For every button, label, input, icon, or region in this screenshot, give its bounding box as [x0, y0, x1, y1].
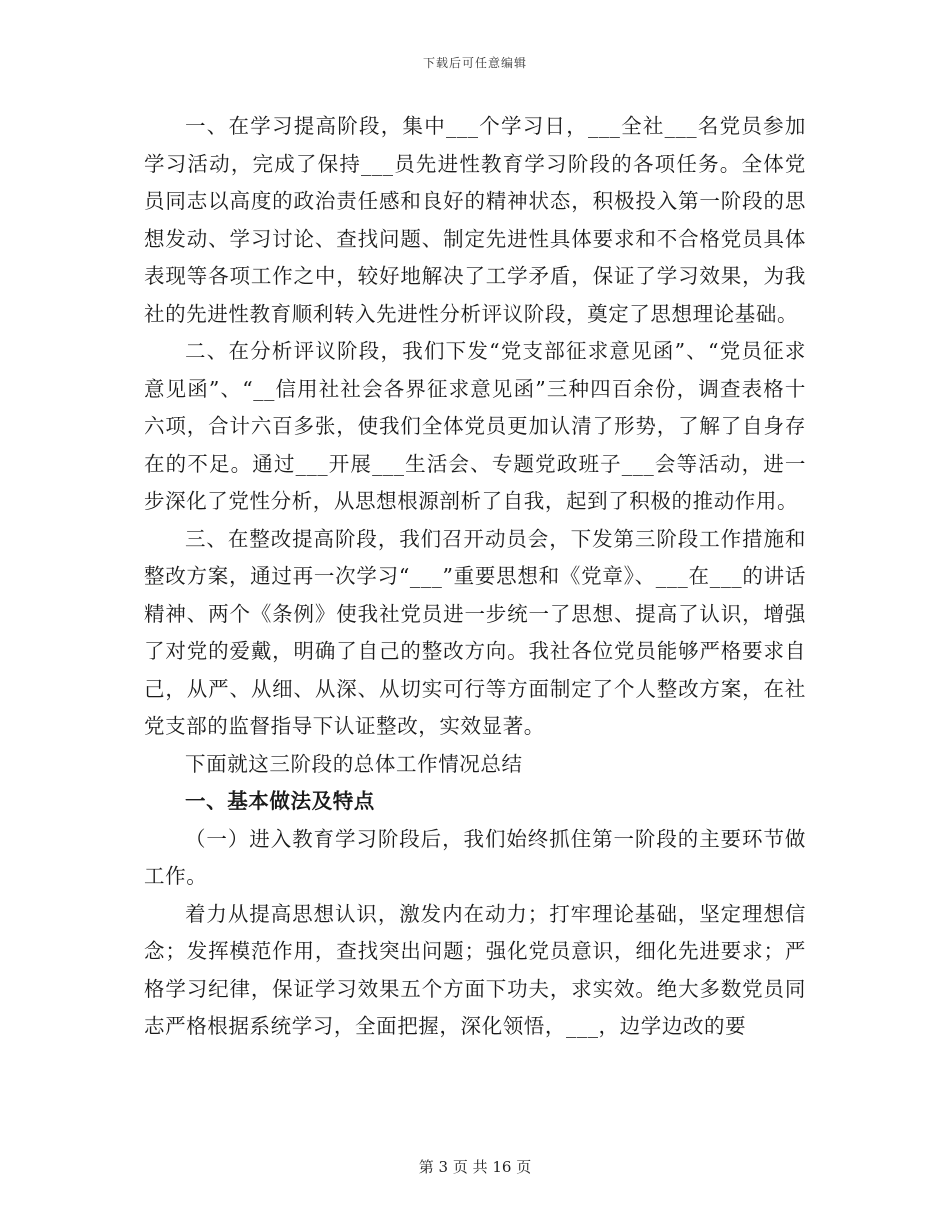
paragraph-subsection-1-body: 着力从提高思想认识，激发内在动力；打牢理论基础，坚定理想信念；发挥模范作用，查找突出问题；强化党员意识，细化先进要求；严格学习纪律，保证学习效果五个方面下功夫，求实效。绝大多数党员同志严格根据系统学习，全面把握，深化领悟，___，边学边改的要 [144, 901, 806, 1038]
paragraph-summary-intro: 下面就这三阶段的总体工作情况总结 [185, 751, 523, 776]
page-header: 下载后可任意编辑 [422, 56, 527, 70]
page-number-footer: 第 3 页 共 16 页 [418, 1158, 532, 1176]
section-heading: 一、基本做法及特点 [185, 789, 375, 813]
paragraph-review-stage: 二、在分析评议阶段，我们下发“党支部征求意见函”、“党员征求意见函”、“__信用社社会各界征求意见函”三种四百余份，调查表格十六项，合计六百多张，使我们全体党员更加认清了形势，了解了自身存在的不足。通过___开展___生活会、专题党政班子___会等活动，进一步深化了党性分析，从思想根源剖析了自我，起到了积极的推动作用。 [144, 339, 806, 513]
paragraph-study-stage: 一、在学习提高阶段，集中___个学习日，___全社___名党员参加学习活动，完成了保持___员先进性教育学习阶段的各项任务。全体党员同志以高度的政治责任感和良好的精神状态，积极投入第一阶段的思想发动、学习讨论、查找问题、制定先进性具体要求和不合格党员具体表现等各项工作之中，较好地解决了工学矛盾，保证了学习效果，为我社的先进性教育顺利转入先进性分析评议阶段，奠定了思想理论基础。 [144, 114, 806, 326]
document-body [144, 108, 806, 1046]
paragraph-rectification-stage: 三、在整改提高阶段，我们召开动员会，下发第三阶段工作措施和整改方案，通过再一次学习“___”重要思想和《党章》、___在___的讲话精神、两个《条例》使我社党员进一步统一了思想、提高了认识，增强了对党的爱戴，明确了自己的整改方向。我社各位党员能够严格要求自己，从严、从细、从深、从切实可行等方面制定了个人整改方案，在社党支部的监督指导下认证整改，实效显著。 [144, 526, 806, 738]
paragraph-subsection-1: （一）进入教育学习阶段后，我们始终抓住第一阶段的主要环节做工作。 [144, 826, 806, 888]
